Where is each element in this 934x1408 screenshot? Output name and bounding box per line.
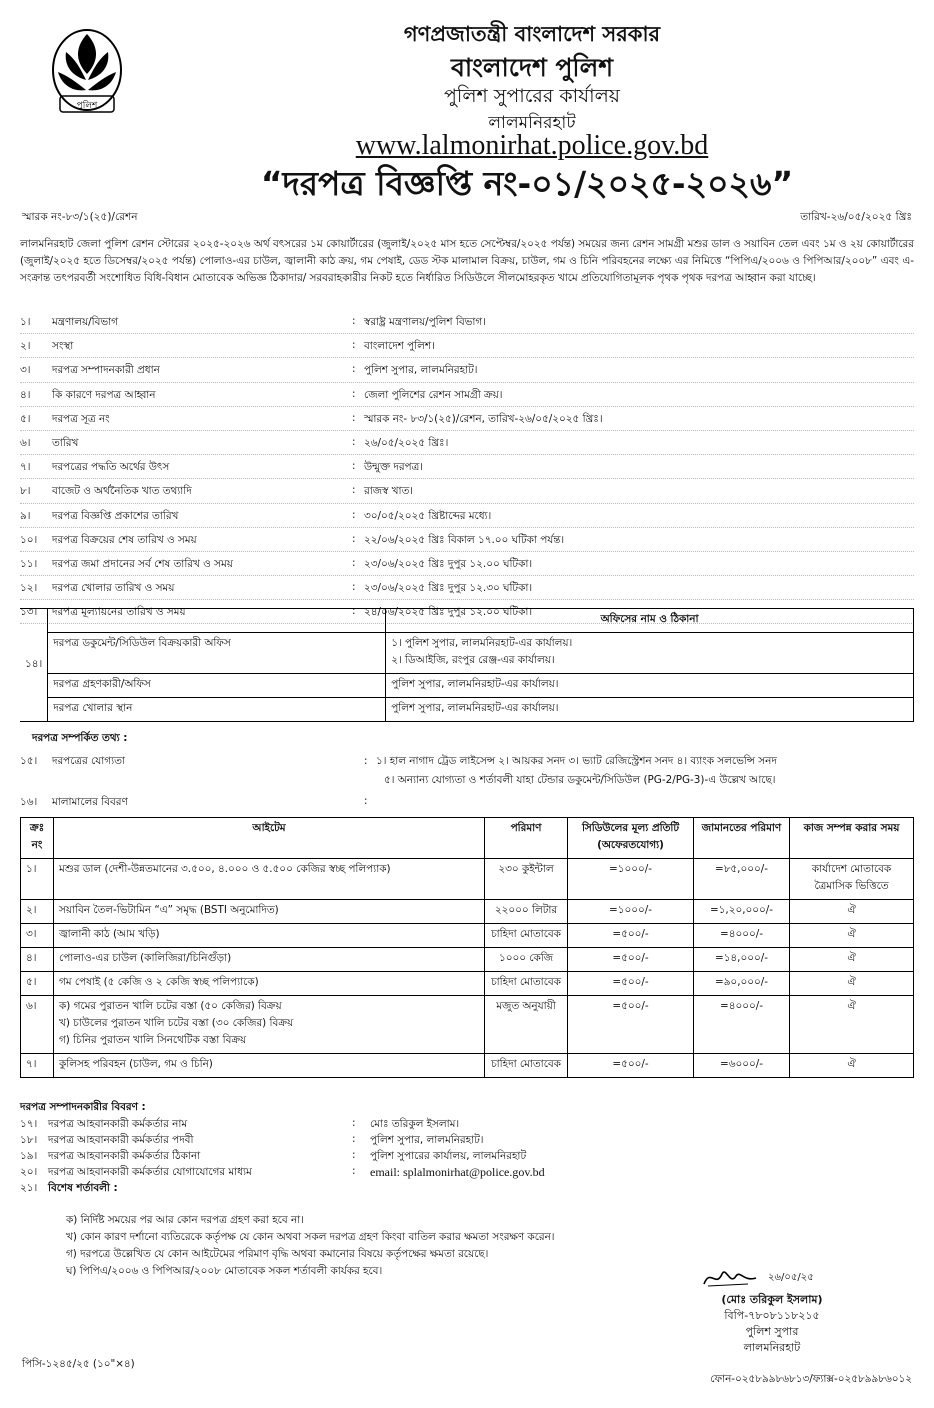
signatory-bp: বিপি-৭৮০৮১১৮২১৫	[724, 1309, 820, 1322]
table-row: দরপত্র ডকুমেন্ট/সিডিউল বিক্রয়কারী অফিস ১। পুলিশ সুপার, লালমনিরহাট-এর কার্যালয়। ২। ডিআইজি, রংপুর রেঞ্জ-এর কার্যালয়।	[20, 633, 914, 674]
footer-code: পিসি-১২৪৫/২৫ (১০"×৪)	[22, 1358, 135, 1370]
tender-items-list	[20, 310, 914, 624]
tender-info-title: দরপত্র সম্পর্কিত তথ্য :	[32, 732, 128, 744]
conditions-title: ২১। বিশেষ শর্তাবলী :	[20, 1182, 118, 1194]
list-item: ১। মন্ত্রণালয়/বিভাগ : স্বরাষ্ট্র মন্ত্রণালয়/পুলিশ বিভাগ।	[20, 310, 914, 334]
office-table-header: অফিসের নাম ও ঠিকানা	[386, 609, 914, 633]
intro-paragraph: লালমনিরহাট জেলা পুলিশ রেশন স্টোরের ২০২৫-২০২৬ অর্থ বৎসরের ১ম কোয়ার্টারের (জুলাই/২০২৫ মাস হতে সেপ্টেম্বর/২০২৫ পর্যন্ত) সময়ের জন্য রেশন সামগ্রী মশুর ডাল ও সয়াবিন তেল এবং ১ম ও ২য় কোয়ার্টারের (জুলাই/২০২৫ হতে ডিসেম্বর/২০২৫ পর্যন্ত) পোলাও-এর চাউল, জ্বালানী কাঠ ক্রয়, গম পেষাই, ডেড স্টক মালামাল বিক্রয়, চাউল, গম ও চিনি পরিবহনের লক্ষ্যে এর নিমিত্তে “পিপিএ/২০০৬ ও পিপিআর/২০০৮” এবং এ-সংক্রান্ত তৎপরবর্তী সংশোধিত বিধি-বিধান মোতাবেক অভিজ্ঞ ঠিকাদার/ সরবরাহকারীর নিকট হতে নির্ধারিত সিডিউলে সীলমোহরকৃত খামে প্রতিযোগিতামূলক পৃথক পৃথক দরপত্র আহ্বান করা যাচ্ছে।	[20, 238, 914, 284]
contact-info: ফোন-০২৫৮৯৯৮৬৮১৩/ফ্যাক্স-০২৫৮৯৯৮৬০১২	[710, 1373, 912, 1385]
list-item: ১২। দরপত্র খোলার তারিখ ও সময় : ২৩/০৬/২০২৫ খ্রিঃ দুপুর ১২.৩০ ঘটিকা।	[20, 576, 914, 600]
list-item: ৮। বাজেট ও অর্থনৈতিক খাত তথ্যাদি : রাজস্ব খাত।	[20, 479, 914, 503]
office-table	[20, 608, 914, 722]
officer-details-title: দরপত্র সম্পাদনকারীর বিবরণ :	[20, 1101, 146, 1113]
table-row: ১। মশুর ডাল (দেশী-উন্নতমানের ৩.৫০০, ৪.০০০ ও ৫.৫০০ কেজির স্বচ্ছ পলিপ্যাক) ২৩০ কুইন্টাল =১০০০/- =৮৫,০০০/- কার্যাদেশ মোতাবেক ত্রৈমাসিক ভিত্তিতে	[21, 859, 914, 900]
condition-item: গ) দরপত্রে উল্লেখিত যে কোন আইটেমের পরিমাণ বৃদ্ধি অথবা কমানোর বিষয়ে কর্তৃপক্ষের ক্ষমতা রয়েছে।	[66, 1248, 489, 1260]
tender-notice-page: পুলিশ গণপ্রজাতন্ত্রী বাংলাদেশ সরকার বাংলাদেশ পুলিশ পুলিশ সুপারের কার্যালয় লালমনিরহাট www.lalmonirhat.police.gov.bd “দরপত্র বিজ্ঞপ্তি নং-০১/২০২৫-২০২৬” স্মারক নং-৮৩/১(২৫)/রেশন তারিখ-২৬/০৫/২০২৫ খ্রিঃ লালমনিরহাট জেলা পুলিশ রেশন স্টোরের ২০২৫-২০২৬ অর্থ বৎসরের ১ম কোয়ার্টারের (জুলাই/২০২৫ মাস হতে সেপ্টেম্বর/২০২৫ পর্যন্ত) সময়ের জন্য রেশন সামগ্রী মশুর ডাল ও সয়াবিন তেল এবং ১ম ও ২য় কোয়ার্টারের (জুলাই/২০২৫ হতে ডিসেম্বর/২০২৫ পর্যন্ত) পোলাও-এর চাউল, জ্বালানী কাঠ ক্রয়, গম পেষাই, ডেড স্টক মালামাল বিক্রয়, চাউল, গম ও চিনি পরিবহনের লক্ষ্যে এর নিমিত্তে “পিপিএ/২০০৬ ও পিপিআর/২০০৮” এবং এ-সংক্রান্ত তৎপরবর্তী সংশোধিত বিধি-বিধান মোতাবেক অভিজ্ঞ ঠিকাদার/ সরবরাহকারীর নিকট হতে নির্ধারিত সিডিউলে সীলমোহরকৃত খামে প্রতিযোগিতামূলক পৃথক পৃথক দরপত্র আহ্বান করা যাচ্ছে। ১। মন্ত্রণালয়/বিভাগ : স্বরাষ্ট্র মন্ত্রণালয়/পুলিশ বিভাগ। ২। সংস্থা : বাংলাদেশ পুলিশ। ৩। দরপত্র সম্পাদনকারী প্রধান : পুলিশ সুপার, লালমনিরহাট। ৪। কি কারণে দরপত্র আহ্বান : জেলা পুলিশের রেশন সামগ্রী ক্রয়। ৫। দরপত্র সূত্র নং : স্মারক নং- ৮৩/১(২৫)/রেশন, তারিখ-২৬/০৫/২০২৫ খ্রিঃ। ৬। তারিখ : ২৬/০৫/২০২৫ খ্রিঃ। ৭। দরপত্রের পদ্ধতি অর্থের উৎস : উন্মুক্ত দরপত্র। ৮। বাজেট ও অর্থনৈতিক খাত তথ্যাদি : রাজস্ব খাত। ৯। দরপত্র বিজ্ঞপ্তি প্রকাশের তারিখ : ৩০/০৫/২০২৫ খ্রিষ্টাব্দের মধ্যে। ১০। দরপত্র বিক্রয়ের শেষ তারিখ ও সময় : ২২/০৬/২০২৫ খ্রিঃ বিকাল ১৭.০০ ঘটিকা পর্যন্ত। ১১। দরপত্র জমা প্রদানের সর্ব শেষ তারিখ ও সময় : ২৩/০৬/২০২৫ খ্রিঃ দুপুর ১২.০০ ঘটিকা। ১২। দরপত্র খোলার তারিখ ও সময় : ২৩/০৬/২০২৫ খ্রিঃ দুপুর ১২.৩০ ঘটিকা। ১৩। দরপত্র মূল্যায়নের তারিখ ও সময় : ২৪/০৬/২০২৫ খ্রিঃ দুপুর ১২.০০ ঘটিকা। ১৪। অফিসের নাম ও ঠিকানা দরপত্র ডকুমেন্ট/সিডিউল বিক্রয়কারী অফিস ১। পুলিশ সুপার, লালমনিরহাট-এর কার্যালয়। ২। ডিআইজি, রংপুর রেঞ্জ-এর কার্যালয়। দরপত্র গ্রহণকারী/অফিস পুলিশ সুপার, লালমনিরহাট-এর কার্যালয়। দরপত্র খোলার স্থান পুলিশ সুপার, লালমনিরহাট-এর কার্যালয়। দরপত্র সম্পর্কিত তথ্য : ১৫। দরপত্রের যোগ্যতা : ১। হাল নাগাদ ট্রেড লাইসেন্স ২। আয়কর সনদ ৩। ভ্যাট রেজিস্ট্রেশন সনদ ৪। ব্যাংক সলভেন্সি সনদ ৫। অন্যান্য যোগ্যতা ও শর্তাবলী যাহা টেন্ডার ডকুমেন্ট/সিডিউল (PG-2/PG-3)-এ উল্লেখ আছে। ১৬। মালামালের বিবরণ : ক্রঃ নং আইটেম পরিমাণ সিডিউলের মূল্য প্রতিটি (অফেরতযোগ্য) জামানতের পরিমাণ কাজ সম্পন্ন করার সময় ১। মশুর ডাল (দেশী-উন্নতমানের ৩.৫০০, ৪.০০০ ও ৫.৫০০ কেজির স্বচ্ছ পলিপ্যাক) ২৩০ কুইন্টাল =১০০০/- =৮৫,০০০/- কার্যাদেশ মোতাবেক ত্রৈমাসিক ভিত্তিতে ২। সয়াবিন তৈল-ভিটামিন “এ” সমৃদ্ধ (BSTI অনুমোদিত) ২২০০০ লিটার =১০০০/- =১,২০,০০০/- ঐ ৩। জ্বালানী কাঠ (আম খড়ি) চাহিদা মোতাবেক =৫০০/- =৪০০০/- ঐ ৪। পোলাও-এর চাউল (কালিজিরা/চিনিগুঁড়া) ১০০০ কেজি =৫০০/- =১৪,০০০/- ঐ ৫। গম পেষাই (৫ কেজি ও ২ কেজি স্বচ্ছ পলিপ্যাকে) চাহিদা মোতাবেক =৫০০/- =৯০,০০০/- ঐ ৬। ক) গমের পুরাতন খালি চটের বস্তা (৫০ কেজির) বিক্রয় খ) চাউলের পুরাতন খালি চটের বস্তা (৩০ কেজির) বিক্রয় গ) চিনির পুরাতন খালি সিনথেটিক বস্তা বিক্রয় মজুত অনুযায়ী =৫০০/- =৪০০০/- ঐ ৭। কুলিসহ পরিবহন (চাউল, গম ও চিনি) চাহিদা মোতাবেক =৫০০/- =৬০০০/- ঐ দরপত্র সম্পাদনকারীর বিবরণ : ১৭। দরপত্র আহবানকারী কর্মকর্তার নাম : মোঃ তরিকুল ইসলাম। ১৮। দরপত্র আহবানকারী কর্মকর্তার পদবী : পুলিশ সুপার, লালমনিরহাট। ১৯। দরপত্র আহবানকারী কর্মকর্তার ঠিকানা : পুলিশ সুপারের কার্যালয়, লালমনিরহাট ২০। দরপত্র আহবানকারী কর্মকর্তার যোগাযোগের মাধ্যম : email: splalmonirhat@police.gov.bd ২১। বিশেষ শর্তাবলী : ক) নির্দিষ্ট সময়ের পর আর কোন দরপত্র গ্রহণ করা হবে না। খ) কোন কারণ দর্শানো ব্যতিরেকে কর্তৃপক্ষ যে কোন অথবা সকল দরপত্র গ্রহণ কিংবা বাতিল করার ক্ষমতা সংরক্ষণ করেন। গ) দরপত্রে উল্লেখিত যে কোন আইটেমের পরিমাণ বৃদ্ধি অথবা কমানোর বিষয়ে কর্তৃপক্ষের ক্ষমতা রয়েছে। ঘ) পিপিএ/২০০৬ ও পিপিআর/২০০৮ মোতাবেক সকল শর্তাবলী কার্যকর হবে। ২৬/০৫/২৫ (মোঃ তরিকুল ইসলাম) বিপি-৭৮০৮১১৮২১৫ পুলিশ সুপার লালমনিরহাট পিসি-১২৪৫/২৫ (১০"×৪) ফোন-০২৫৮৯৯৮৬৮১৩/ফ্যাক্স-০২৫৮৯৯৮৬০১২	[0, 0, 934, 1408]
table-row: ৬। ক) গমের পুরাতন খালি চটের বস্তা (৫০ কেজির) বিক্রয় খ) চাউলের পুরাতন খালি চটের বস্তা (৩০ কেজির) বিক্রয় গ) চিনির পুরাতন খালি সিনথেটিক বস্তা বিক্রয় মজুত অনুযায়ী =৫০০/- =৪০০০/- ঐ	[21, 996, 914, 1054]
list-item: ৯। দরপত্র বিজ্ঞপ্তি প্রকাশের তারিখ : ৩০/০৫/২০২৫ খ্রিষ্টাব্দের মধ্যে।	[20, 504, 914, 528]
list-item: ১৩। দরপত্র মূল্যায়নের তারিখ ও সময় : ২৪/০৬/২০২৫ খ্রিঃ দুপুর ১২.০০ ঘটিকা।	[20, 600, 914, 624]
signature-icon	[700, 1266, 760, 1290]
table-row: ২। সয়াবিন তৈল-ভিটামিন “এ” সমৃদ্ধ (BSTI অনুমোদিত) ২২০০০ লিটার =১০০০/- =১,২০,০০০/- ঐ	[21, 900, 914, 924]
list-item: ২০। দরপত্র আহবানকারী কর্মকর্তার যোগাযোগের মাধ্যম : email: splalmonirhat@police.gov.bd	[20, 1165, 545, 1179]
condition-item: ক) নির্দিষ্ট সময়ের পর আর কোন দরপত্র গ্রহণ করা হবে না।	[66, 1214, 304, 1226]
signature-date: ২৬/০৫/২৫	[768, 1272, 814, 1283]
memo-number: স্মারক নং-৮৩/১(২৫)/রেশন	[22, 211, 138, 223]
list-item: ১৮। দরপত্র আহবানকারী কর্মকর্তার পদবী : পুলিশ সুপার, লালমনিরহাট।	[20, 1133, 484, 1146]
condition-item: খ) কোন কারণ দর্শানো ব্যতিরেকে কর্তৃপক্ষ যে কোন অথবা সকল দরপত্র গ্রহণ কিংবা বাতিল করার ক্ষমতা সংরক্ষণ করেন।	[66, 1231, 555, 1243]
list-item: ৪। কি কারণে দরপত্র আহ্বান : জেলা পুলিশের রেশন সামগ্রী ক্রয়।	[20, 383, 914, 407]
list-item: ৫। দরপত্র সূত্র নং : স্মারক নং- ৮৩/১(২৫)/রেশন, তারিখ-২৬/০৫/২০২৫ খ্রিঃ।	[20, 407, 914, 431]
table-row: ৩। জ্বালানী কাঠ (আম খড়ি) চাহিদা মোতাবেক =৫০০/- =৪০০০/- ঐ	[21, 924, 914, 948]
list-item: ৩। দরপত্র সম্পাদনকারী প্রধান : পুলিশ সুপার, লালমনিরহাট।	[20, 358, 914, 382]
goods-table	[20, 817, 914, 1078]
govt-title: গণপ্রজাতন্ত্রী বাংলাদেশ সরকার	[403, 22, 661, 46]
list-item: ২। সংস্থা : বাংলাদেশ পুলিশ।	[20, 334, 914, 358]
notice-title: “দরপত্র বিজ্ঞপ্তি নং-০১/২০২৫-২০২৬”	[260, 164, 794, 203]
table-row: ৫। গম পেষাই (৫ কেজি ও ২ কেজি স্বচ্ছ পলিপ্যাকে) চাহিদা মোতাবেক =৫০০/- =৯০,০০০/- ঐ	[21, 972, 914, 996]
table-row: দরপত্র গ্রহণকারী/অফিস পুলিশ সুপার, লালমনিরহাট-এর কার্যালয়।	[20, 674, 914, 698]
district-title: লালমনিরহাট	[488, 113, 576, 133]
office-item-number: ১৪।	[20, 609, 48, 722]
office-title: পুলিশ সুপারের কার্যালয়	[444, 85, 620, 107]
table-row: ৭। কুলিসহ পরিবহন (চাউল, গম ও চিনি) চাহিদা মোতাবেক =৫০০/- =৬০০০/- ঐ	[21, 1054, 914, 1078]
notice-date: তারিখ-২৬/০৫/২০২৫ খ্রিঃ	[800, 211, 912, 223]
table-row: দরপত্র খোলার স্থান পুলিশ সুপার, লালমনিরহাট-এর কার্যালয়।	[20, 698, 914, 722]
table-row: ৪। পোলাও-এর চাউল (কালিজিরা/চিনিগুঁড়া) ১০০০ কেজি =৫০০/- =১৪,০০০/- ঐ	[21, 948, 914, 972]
table-header-row: ক্রঃ নং আইটেম পরিমাণ সিডিউলের মূল্য প্রতিটি (অফেরতযোগ্য) জামানতের পরিমাণ কাজ সম্পন্ন করার সময়	[21, 818, 914, 859]
org-title: বাংলাদেশ পুলিশ	[450, 53, 614, 82]
list-item: ৭। দরপত্রের পদ্ধতি অর্থের উৎস : উন্মুক্ত দরপত্র।	[20, 455, 914, 479]
signature-block	[630, 1266, 914, 1356]
signatory-district: লালমনিরহাট	[743, 1341, 801, 1354]
signatory-name: (মোঃ তরিকুল ইসলাম)	[721, 1293, 823, 1306]
list-item: ১১। দরপত্র জমা প্রদানের সর্ব শেষ তারিখ ও সময় : ২৩/০৬/২০২৫ খ্রিঃ দুপুর ১২.০০ ঘটিকা।	[20, 552, 914, 576]
officer-details	[20, 1100, 914, 1196]
signatory-designation: পুলিশ সুপার	[745, 1325, 799, 1338]
emblem-label: পুলিশ	[76, 101, 98, 111]
list-item: ৬। তারিখ : ২৬/০৫/২০২৫ খ্রিঃ।	[20, 431, 914, 455]
list-item: ১৭। দরপত্র আহবানকারী কর্মকর্তার নাম : মোঃ তরিকুল ইসলাম।	[20, 1117, 460, 1130]
police-emblem-icon	[46, 22, 128, 130]
website-link[interactable]: www.lalmonirhat.police.gov.bd	[355, 130, 709, 161]
list-item: ১০। দরপত্র বিক্রয়ের শেষ তারিখ ও সময় : ২২/০৬/২০২৫ খ্রিঃ বিকাল ১৭.০০ ঘটিকা পর্যন্ত।	[20, 528, 914, 552]
list-item: ১৯। দরপত্র আহবানকারী কর্মকর্তার ঠিকানা : পুলিশ সুপারের কার্যালয়, লালমনিরহাট	[20, 1149, 527, 1162]
condition-item: ঘ) পিপিএ/২০০৬ ও পিপিআর/২০০৮ মোতাবেক সকল শর্তাবলী কার্যকর হবে।	[66, 1265, 383, 1277]
